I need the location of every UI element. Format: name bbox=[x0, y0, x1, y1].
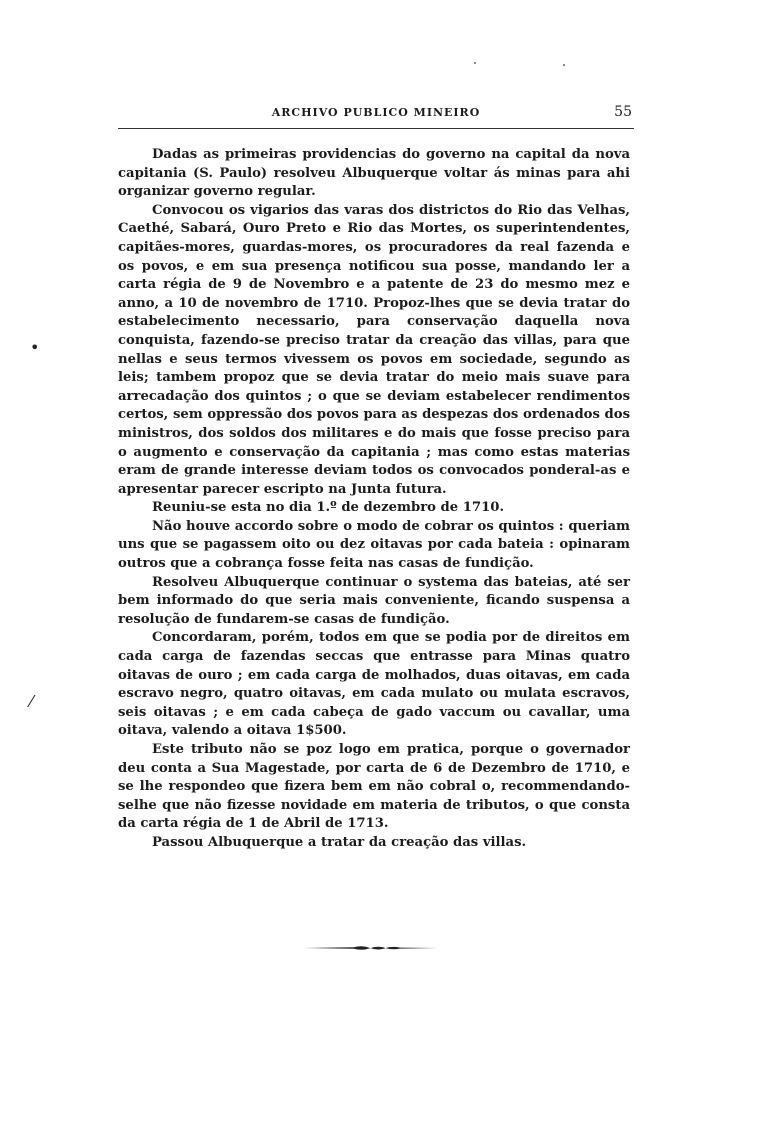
body-text bbox=[118, 146, 630, 853]
paragraph: Este tributo não se poz logo em pratica, porque o governador deu conta a Sua Magestade, por carta de 6 de Dezembro de 1710, e se lhe respondeo que fizera bem em não cobral o, recommendando-selhe que não fizesse novidade em materia de tributos, o que consta da carta régia de 1 de Abril de 1713. bbox=[118, 742, 630, 832]
page-header bbox=[118, 104, 634, 124]
paragraph: Reuniu-se esta no dia 1.º de dezembro de 1710. bbox=[152, 500, 505, 516]
paragraph: Resolveu Albuquerque continuar o systema das bateias, até ser bem informado do que seria mais conveniente, ficando suspensa a resolução de fundarem-se casas de fundição. bbox=[118, 574, 630, 627]
paragraph: Dadas as primeiras providencias do governo na capital da nova capitania (S. Paulo) resolveu Albuquerque voltar ás minas para ahi organizar governo regular. bbox=[118, 147, 630, 200]
speck bbox=[563, 64, 565, 66]
margin-mark-icon: ⁄ bbox=[30, 692, 33, 711]
paragraph: Concordaram, porém, todos em que se podia por de direitos em cada carga de fazendas seccas que entrasse para Minas quatro oitavas de ouro ; em cada carga de molhados, duas oitavas, em cada escravo negro, quatro oitavas, em cada mulato ou mulata escravos, seis oitavas ; e em cada cabeça de gado vaccum ou cavallar, uma oitava, valendo a oitava 1$500. bbox=[118, 630, 630, 739]
paragraph: Não houve accordo sobre o modo de cobrar os quintos : queriam uns que se pagassem oito ou dez oitavas por cada bateia : opinaram outros que a cobrança fosse feita nas casas de fundição. bbox=[118, 518, 630, 572]
ornament-divider-icon bbox=[304, 944, 438, 952]
paragraph: Passou Albuquerque a tratar da creação das villas. bbox=[152, 834, 527, 850]
paragraph: Convocou os vigarios das varas dos districtos do Rio das Velhas, Caethé, Sabará, Ouro Preto e Rio das Mortes, os superintendentes, capitães-mores, guardas-mores, os procuradores da real fazenda e os povos, e em sua presença notificou sua posse, mandando ler a carta régia de 9 de Novembro e a patente de 23 do mesmo mez e anno, a 10 de novembro de 1710. Propoz-lhes que se devia tratar do estabelecimento necessario, para conservação daquella nova conquista, fazendo-se preciso tratar da creação das villas, para que nellas e seus termos vivessem os povos em sociedade, segundo as leis; tambem propoz que se devia tratar do meio mais suave para arrecadação dos quintos ; o que se deviam estabelecer rendimentos certos, sem oppressão dos povos para as despezas dos ordenados dos ministros, dos soldos dos militares e do mais que fosse preciso para o augmento e conservação da capitania ; mas como estas materias eram de grande interesse deviam todos os convocados ponderal-as e apresentar parecer escripto na Junta futura. bbox=[118, 202, 630, 497]
running-title: ARCHIVO PUBLICO MINEIRO bbox=[271, 106, 481, 119]
margin-mark-icon: • bbox=[30, 338, 40, 357]
page-number: 55 bbox=[614, 104, 632, 120]
header-rule bbox=[118, 128, 634, 129]
speck bbox=[474, 62, 476, 64]
